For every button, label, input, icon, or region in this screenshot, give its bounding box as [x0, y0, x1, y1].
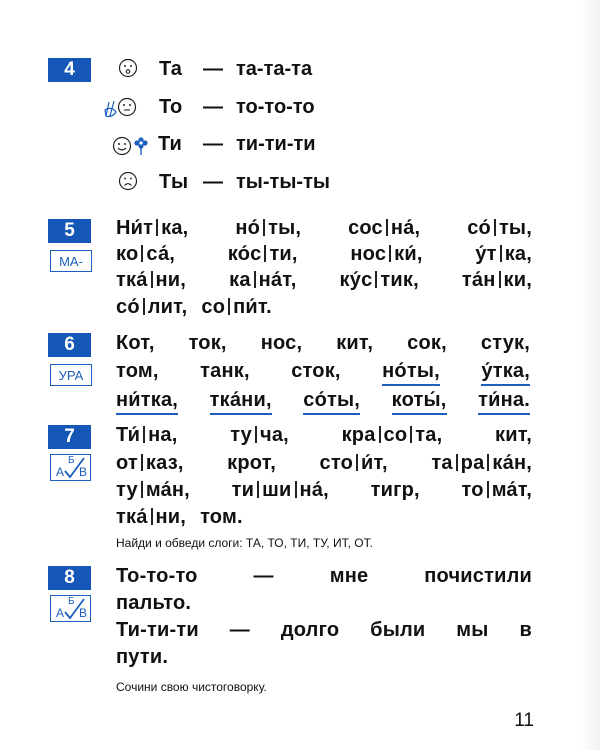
syllable: ток,: [188, 332, 227, 354]
syllable: на́т,: [258, 269, 297, 291]
exercise-7-instruction: Найди и обведи слоги: ТА, ТО, ТИ, ТУ, ИТ, ОТ.: [116, 536, 373, 550]
exercise-6-line: [116, 332, 530, 355]
syllable: та: [431, 452, 453, 474]
syllable-separator: [487, 454, 489, 471]
exercise-7-number: 7: [48, 425, 91, 449]
word: [350, 243, 422, 266]
word: [431, 452, 532, 475]
syllable: мне: [329, 565, 369, 587]
word: [320, 452, 388, 475]
word: [235, 217, 301, 240]
syllable: от: [116, 452, 138, 474]
exercise-8-instruction: Сочини свою чистоговорку.: [116, 680, 267, 694]
word: [200, 360, 250, 386]
word: [348, 217, 420, 240]
syllable-separator: [456, 454, 458, 471]
syllable: нос: [350, 243, 387, 265]
syllable: са́,: [146, 243, 176, 265]
exercise-4-number: 4: [48, 58, 91, 82]
syllable: со́ты,: [303, 389, 361, 411]
syllable: ки,: [503, 269, 532, 291]
word: [116, 452, 184, 475]
exercise-4-syllable: Та: [159, 58, 182, 80]
syllable: ти́на.: [478, 389, 530, 411]
word: [232, 479, 329, 502]
syllable-separator: [228, 298, 230, 315]
exercise-5-line: [116, 269, 532, 292]
word: [189, 332, 227, 355]
word: [116, 479, 190, 502]
abv-icon: [50, 454, 91, 481]
word: [116, 243, 175, 266]
exercise-6-line: [116, 360, 530, 386]
syllable-separator: [254, 271, 256, 288]
exercise-8-line: [116, 619, 532, 642]
syllable: ко́с: [227, 243, 262, 265]
syllable-separator: [499, 271, 501, 288]
syllable: в: [519, 619, 532, 641]
syllable: ка́н,: [492, 452, 532, 474]
syllable: ко: [116, 243, 139, 265]
flower-face-icon: [110, 133, 130, 153]
syllable-separator: [389, 245, 391, 262]
syllable: долго: [280, 619, 340, 641]
word: [230, 424, 289, 447]
word: [495, 424, 532, 447]
syllable: ка,: [161, 217, 189, 239]
word: [407, 332, 447, 355]
syllable: сок,: [407, 332, 447, 354]
exercise-4-syllable: Ти: [158, 133, 182, 155]
syllable: ра: [460, 452, 485, 474]
syllable: кит,: [336, 332, 374, 354]
syllable: ни́тка,: [116, 389, 179, 411]
page-edge-shade: [582, 0, 600, 750]
exercise-5-tag: МА-: [50, 250, 92, 272]
syllable: ши: [262, 479, 292, 501]
syllable: на́,: [390, 217, 421, 239]
syllable-separator: [379, 426, 381, 443]
syllable: но́ты,: [382, 360, 440, 382]
syllable-separator: [494, 219, 496, 236]
syllable: —: [229, 619, 250, 641]
word: [261, 332, 303, 355]
syllable: коты́,: [391, 389, 447, 411]
syllable: и́т,: [361, 452, 388, 474]
syllable: мы: [456, 619, 489, 641]
word: [291, 360, 340, 386]
abv-letter-v: В: [79, 606, 88, 620]
word: [116, 360, 159, 386]
syllable: ка,: [504, 243, 532, 265]
word: [478, 389, 530, 415]
exercise-4-syllable: Ты: [159, 171, 189, 193]
syllable: на́,: [299, 479, 329, 501]
word: [462, 269, 532, 292]
exercise-6-line: [116, 389, 530, 415]
word: [116, 332, 155, 355]
syllable: ту: [230, 424, 253, 446]
syllable-separator: [156, 219, 158, 236]
word: [462, 479, 532, 502]
word: [340, 269, 419, 292]
syllable-separator: [141, 245, 143, 262]
syllable-separator: [263, 219, 265, 236]
word: [382, 360, 440, 386]
word: [336, 332, 373, 355]
word: [228, 243, 298, 266]
syllable-separator: [500, 245, 502, 262]
exercise-4-dash: —: [203, 171, 223, 193]
syllable: на,: [148, 424, 178, 446]
exercise-8-line: пути.: [116, 646, 169, 668]
syllable: та,: [415, 424, 443, 446]
word: [392, 389, 447, 415]
syllable-separator: [141, 481, 143, 498]
syllable: почистили: [424, 565, 532, 587]
exercise-4-dash: —: [203, 58, 223, 80]
syllable: Ни́т: [116, 217, 154, 239]
syllable-separator: [410, 426, 412, 443]
syllable: со: [201, 296, 226, 318]
syllable: ма́н,: [145, 479, 190, 501]
syllable-separator: [143, 426, 145, 443]
syllable: крот,: [227, 452, 276, 474]
word: [467, 217, 532, 240]
syllable: но́: [235, 217, 261, 239]
syllable: тка́: [116, 506, 148, 528]
syllable: ни,: [155, 506, 187, 528]
exercise-8-line: [116, 565, 532, 588]
syllable: лит,: [147, 296, 188, 318]
word: [230, 619, 250, 642]
word: [116, 269, 186, 292]
exercise-5-number: 5: [48, 219, 91, 243]
sad-face-icon: [118, 171, 138, 191]
word: [281, 619, 339, 642]
syllable: Кот,: [116, 332, 155, 354]
syllable-separator: [257, 481, 259, 498]
syllable: ки́,: [394, 243, 423, 265]
syllable: та́н: [461, 269, 496, 291]
syllable: ти,: [269, 243, 298, 265]
exercise-5-line: [116, 296, 532, 319]
syllable: были: [370, 619, 426, 641]
word: [475, 243, 532, 266]
syllable-separator: [375, 271, 377, 288]
syllable-separator: [143, 298, 145, 315]
syllable-separator: [151, 271, 153, 288]
exercise-4-chant: та-та-та: [236, 58, 313, 80]
exercise-7-line: [116, 506, 532, 529]
syllable-separator: [356, 454, 358, 471]
syllable: том.: [200, 506, 243, 528]
syllable-separator: [255, 426, 257, 443]
abv-letter-a: А: [56, 465, 65, 479]
exercise-4-chant: ты-ты-ты: [236, 171, 330, 193]
syllable: со́: [116, 296, 140, 318]
syllable: ти: [231, 479, 255, 501]
exercise-8-line: пальто.: [116, 592, 192, 614]
peace-hand-face-icon: [102, 96, 122, 116]
word: [481, 332, 530, 355]
syllable: танк,: [200, 360, 250, 382]
exercise-7-line: [116, 424, 532, 447]
exercise-4-chant: ти-ти-ти: [236, 133, 316, 155]
syllable: ча,: [260, 424, 289, 446]
word: [342, 424, 443, 447]
syllable: тка́ни,: [209, 389, 272, 411]
word: [303, 389, 360, 415]
syllable-separator: [264, 245, 266, 262]
word: [200, 506, 243, 529]
syllable: ку́с: [339, 269, 373, 291]
syllable: кит,: [495, 424, 532, 446]
syllable-separator: [295, 481, 297, 498]
syllable: у́т: [475, 243, 497, 265]
word: [116, 619, 199, 642]
syllable: —: [253, 565, 274, 587]
word: [519, 619, 532, 642]
syllable: нос,: [260, 332, 303, 354]
syllable: тка́: [116, 269, 148, 291]
syllable: сто: [319, 452, 354, 474]
syllable-separator: [386, 219, 388, 236]
abv-letter-b: Б: [68, 596, 75, 607]
syllable: у́тка,: [481, 360, 530, 382]
syllable-separator: [141, 454, 143, 471]
syllable: Ти́: [116, 424, 141, 446]
syllable: ни,: [155, 269, 187, 291]
word: [424, 565, 532, 588]
exercise-4-chant: то-то-то: [236, 96, 315, 118]
exercise-4-dash: —: [203, 96, 223, 118]
syllable-separator: [487, 481, 489, 498]
exercise-8-number: 8: [48, 566, 91, 590]
syllable: то: [461, 479, 484, 501]
syllable: сос: [348, 217, 383, 239]
word: [116, 296, 187, 319]
exercise-7-line: [116, 452, 532, 475]
syllable: со: [383, 424, 408, 446]
word: [370, 619, 425, 642]
word: [116, 217, 188, 240]
word: [116, 389, 178, 415]
exercise-6-number: 6: [48, 333, 91, 357]
word: [254, 565, 274, 588]
exercise-7-line: [116, 479, 532, 502]
syllable: со́: [467, 217, 491, 239]
syllable: ка: [229, 269, 251, 291]
word: [116, 424, 178, 447]
syllable: том,: [116, 360, 159, 382]
word: [201, 296, 272, 319]
exercise-6-tag: УРА: [50, 364, 92, 386]
exercise-5-line: [116, 217, 532, 240]
word: [116, 565, 198, 588]
syllable: ты,: [268, 217, 302, 239]
syllable: стук,: [480, 332, 530, 354]
exercise-5-line: [116, 243, 532, 266]
word: [456, 619, 488, 642]
syllable: пи́т.: [233, 296, 272, 318]
word: [210, 389, 272, 415]
surprised-face-icon: [118, 58, 138, 78]
syllable: сток,: [291, 360, 341, 382]
abv-letter-a: А: [56, 606, 65, 620]
syllable: каз,: [145, 452, 184, 474]
word: [227, 452, 276, 475]
page-number: 11: [514, 710, 534, 731]
syllable-separator: [151, 508, 153, 525]
word: [116, 506, 186, 529]
exercise-4-dash: —: [203, 133, 223, 155]
word: [371, 479, 420, 502]
syllable: ма́т,: [491, 479, 532, 501]
word: [229, 269, 296, 292]
syllable: тик,: [380, 269, 419, 291]
syllable: Ти-ти-ти: [116, 619, 199, 641]
abv-letter-b: Б: [68, 455, 75, 466]
syllable: ты,: [498, 217, 532, 239]
abv-icon: [50, 595, 91, 622]
word: [481, 360, 530, 386]
abv-letter-v: В: [79, 465, 88, 479]
syllable: ту: [116, 479, 138, 501]
exercise-4-syllable: То: [159, 96, 183, 118]
syllable: кра: [341, 424, 376, 446]
word: [330, 565, 369, 588]
syllable: тигр,: [370, 479, 420, 501]
syllable: То-то-то: [116, 565, 198, 587]
